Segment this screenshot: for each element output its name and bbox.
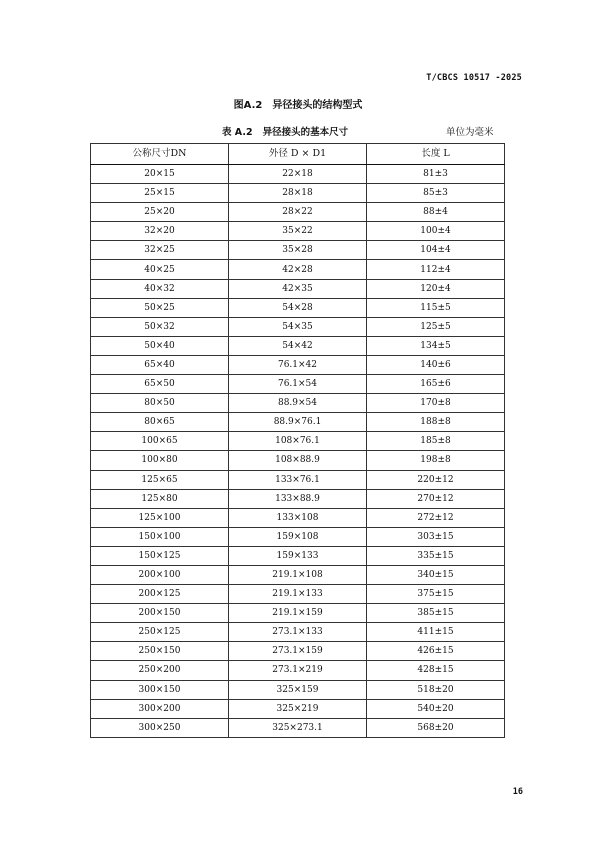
table-row <box>91 718 505 737</box>
cell-nominal-size: 32×20 <box>91 222 229 241</box>
cell-outer-diameter: 35×28 <box>229 241 367 260</box>
cell-nominal-size: 100×65 <box>91 432 229 451</box>
cell-length: 100±4 <box>367 222 505 241</box>
cell-nominal-size: 125×80 <box>91 489 229 508</box>
table-row <box>91 451 505 470</box>
cell-nominal-size: 200×125 <box>91 585 229 604</box>
cell-length: 120±4 <box>367 279 505 298</box>
cell-outer-diameter: 108×88.9 <box>229 451 367 470</box>
table-row <box>91 470 505 489</box>
cell-outer-diameter: 76.1×54 <box>229 375 367 394</box>
table-row <box>91 336 505 355</box>
cell-nominal-size: 250×150 <box>91 642 229 661</box>
cell-outer-diameter: 273.1×159 <box>229 642 367 661</box>
cell-length: 188±8 <box>367 413 505 432</box>
cell-nominal-size: 40×32 <box>91 279 229 298</box>
cell-length: 165±6 <box>367 375 505 394</box>
cell-length: 198±8 <box>367 451 505 470</box>
cell-length: 81±3 <box>367 165 505 184</box>
table-header-row <box>91 144 505 165</box>
cell-length: 104±4 <box>367 241 505 260</box>
table-row <box>91 585 505 604</box>
cell-outer-diameter: 133×108 <box>229 508 367 527</box>
cell-outer-diameter: 22×18 <box>229 165 367 184</box>
table-row <box>91 661 505 680</box>
cell-outer-diameter: 219.1×108 <box>229 565 367 584</box>
standard-code: T/CBCS 10517 -2025 <box>426 73 522 83</box>
table-row <box>91 203 505 222</box>
cell-length: 568±20 <box>367 718 505 737</box>
cell-nominal-size: 25×20 <box>91 203 229 222</box>
cell-nominal-size: 300×200 <box>91 699 229 718</box>
table-row <box>91 489 505 508</box>
cell-nominal-size: 125×65 <box>91 470 229 489</box>
cell-outer-diameter: 133×88.9 <box>229 489 367 508</box>
cell-length: 85±3 <box>367 184 505 203</box>
cell-length: 540±20 <box>367 699 505 718</box>
table-body <box>91 165 505 738</box>
figure-title: 异径接头的结构型式 <box>272 100 363 111</box>
cell-length: 115±5 <box>367 298 505 317</box>
table-row <box>91 279 505 298</box>
table-row <box>91 604 505 623</box>
cell-outer-diameter: 76.1×42 <box>229 355 367 374</box>
table-unit: 单位为毫米 <box>446 127 494 138</box>
table-row <box>91 355 505 374</box>
cell-nominal-size: 32×25 <box>91 241 229 260</box>
cell-outer-diameter: 28×18 <box>229 184 367 203</box>
table-title: 异径接头的基本尺寸 <box>262 127 349 138</box>
table-row <box>91 432 505 451</box>
cell-length: 140±6 <box>367 355 505 374</box>
table-row <box>91 699 505 718</box>
cell-length: 125±5 <box>367 317 505 336</box>
cell-length: 518±20 <box>367 680 505 699</box>
cell-outer-diameter: 159×108 <box>229 527 367 546</box>
cell-outer-diameter: 325×159 <box>229 680 367 699</box>
cell-outer-diameter: 54×28 <box>229 298 367 317</box>
table-row <box>91 165 505 184</box>
cell-nominal-size: 20×15 <box>91 165 229 184</box>
table-row <box>91 260 505 279</box>
cell-outer-diameter: 133×76.1 <box>229 470 367 489</box>
cell-outer-diameter: 159×133 <box>229 546 367 565</box>
table-row <box>91 508 505 527</box>
cell-outer-diameter: 42×28 <box>229 260 367 279</box>
cell-length: 411±15 <box>367 623 505 642</box>
cell-outer-diameter: 88.9×54 <box>229 394 367 413</box>
cell-outer-diameter: 35×22 <box>229 222 367 241</box>
cell-length: 134±5 <box>367 336 505 355</box>
cell-nominal-size: 80×50 <box>91 394 229 413</box>
cell-outer-diameter: 325×219 <box>229 699 367 718</box>
table-row <box>91 184 505 203</box>
figure-caption <box>0 96 596 111</box>
cell-length: 272±12 <box>367 508 505 527</box>
table-row <box>91 394 505 413</box>
cell-nominal-size: 250×200 <box>91 661 229 680</box>
cell-outer-diameter: 219.1×159 <box>229 604 367 623</box>
cell-length: 426±15 <box>367 642 505 661</box>
cell-outer-diameter: 54×42 <box>229 336 367 355</box>
cell-nominal-size: 25×15 <box>91 184 229 203</box>
page-number: 16 <box>512 787 523 797</box>
cell-nominal-size: 80×65 <box>91 413 229 432</box>
cell-length: 220±12 <box>367 470 505 489</box>
cell-length: 335±15 <box>367 546 505 565</box>
figure-number: 图A.2 <box>233 100 263 111</box>
table-row <box>91 565 505 584</box>
cell-nominal-size: 125×100 <box>91 508 229 527</box>
cell-length: 88±4 <box>367 203 505 222</box>
cell-nominal-size: 65×40 <box>91 355 229 374</box>
cell-nominal-size: 150×125 <box>91 546 229 565</box>
cell-outer-diameter: 273.1×133 <box>229 623 367 642</box>
cell-nominal-size: 250×125 <box>91 623 229 642</box>
table-caption <box>222 124 348 138</box>
cell-nominal-size: 150×100 <box>91 527 229 546</box>
cell-nominal-size: 65×50 <box>91 375 229 394</box>
cell-nominal-size: 40×25 <box>91 260 229 279</box>
cell-nominal-size: 300×150 <box>91 680 229 699</box>
table-row <box>91 680 505 699</box>
cell-nominal-size: 200×150 <box>91 604 229 623</box>
cell-nominal-size: 50×32 <box>91 317 229 336</box>
cell-nominal-size: 200×100 <box>91 565 229 584</box>
cell-outer-diameter: 273.1×219 <box>229 661 367 680</box>
table-row <box>91 623 505 642</box>
cell-outer-diameter: 42×35 <box>229 279 367 298</box>
column-header-length: 长度 L <box>367 144 505 165</box>
cell-nominal-size: 300×250 <box>91 718 229 737</box>
table-row <box>91 375 505 394</box>
column-header-nominal-size: 公称尺寸DN <box>91 144 229 165</box>
cell-nominal-size: 50×25 <box>91 298 229 317</box>
cell-nominal-size: 100×80 <box>91 451 229 470</box>
cell-outer-diameter: 325×273.1 <box>229 718 367 737</box>
column-header-outer-diameter: 外径 D × D1 <box>229 144 367 165</box>
cell-outer-diameter: 54×35 <box>229 317 367 336</box>
cell-outer-diameter: 108×76.1 <box>229 432 367 451</box>
cell-length: 375±15 <box>367 585 505 604</box>
table-number: 表 A.2 <box>222 127 253 138</box>
cell-length: 303±15 <box>367 527 505 546</box>
table-row <box>91 413 505 432</box>
cell-length: 270±12 <box>367 489 505 508</box>
cell-outer-diameter: 219.1×133 <box>229 585 367 604</box>
cell-length: 112±4 <box>367 260 505 279</box>
table-row <box>91 241 505 260</box>
cell-nominal-size: 50×40 <box>91 336 229 355</box>
cell-length: 340±15 <box>367 565 505 584</box>
cell-length: 428±15 <box>367 661 505 680</box>
cell-outer-diameter: 28×22 <box>229 203 367 222</box>
dimensions-table <box>90 143 505 738</box>
cell-outer-diameter: 88.9×76.1 <box>229 413 367 432</box>
cell-length: 385±15 <box>367 604 505 623</box>
table-row <box>91 317 505 336</box>
table-row <box>91 527 505 546</box>
cell-length: 185±8 <box>367 432 505 451</box>
table-row <box>91 642 505 661</box>
table-row <box>91 546 505 565</box>
table-row <box>91 298 505 317</box>
table-row <box>91 222 505 241</box>
cell-length: 170±8 <box>367 394 505 413</box>
